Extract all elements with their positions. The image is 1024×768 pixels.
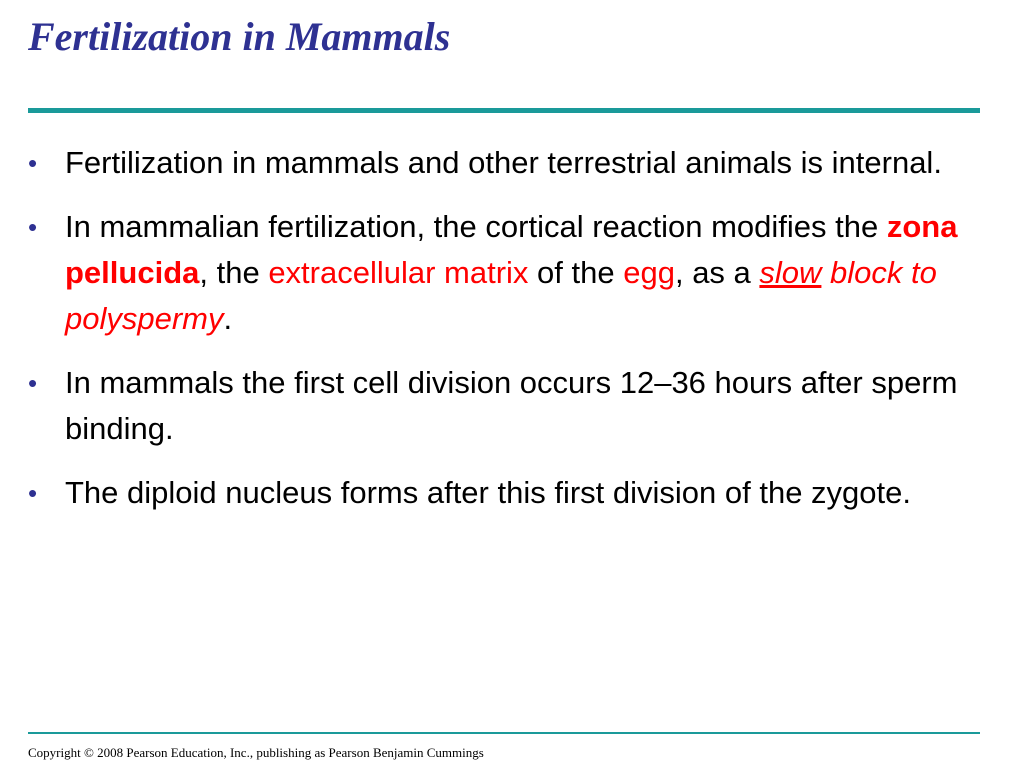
- term-slow: slow: [759, 255, 822, 290]
- term-zona-pellucida: zona pellucida: [65, 209, 958, 290]
- bullet-text: Fertilization in mammals and other terrestrial animals is internal.: [65, 145, 942, 180]
- slide-title: Fertilization in Mammals: [28, 14, 451, 59]
- bullet-item-1: [28, 140, 958, 186]
- bullet-item-3: [28, 360, 958, 452]
- bullet-text: , as a: [674, 255, 760, 290]
- footer-divider: [28, 732, 980, 734]
- bullet-text: In mammalian fertilization, the cortical reaction modifies the: [65, 209, 887, 244]
- bullet-text: [821, 255, 830, 290]
- copyright-footer: Copyright © 2008 Pearson Education, Inc., publishing as Pearson Benjamin Cummings: [28, 745, 484, 760]
- bullet-icon: •: [28, 478, 38, 508]
- term-extracellular-matrix: extracellular matrix: [268, 255, 529, 290]
- title-divider: [28, 108, 980, 113]
- term-block-to-polyspermy: block to polyspermy: [65, 255, 937, 336]
- bullet-list: [28, 140, 958, 534]
- bullet-icon: •: [28, 212, 38, 242]
- bullet-text: .: [223, 301, 233, 336]
- bullet-text: of the: [528, 255, 624, 290]
- bullet-item-2: [28, 204, 958, 342]
- bullet-text: In mammals the first cell division occurs 12–36 hours after sperm binding.: [65, 365, 958, 446]
- bullet-icon: •: [28, 368, 38, 398]
- bullet-text: , the: [199, 255, 269, 290]
- term-egg: egg: [623, 255, 675, 290]
- bullet-icon: •: [28, 148, 38, 178]
- bullet-text: The diploid nucleus forms after this first division of the zygote.: [65, 475, 912, 510]
- bullet-item-4: [28, 470, 958, 516]
